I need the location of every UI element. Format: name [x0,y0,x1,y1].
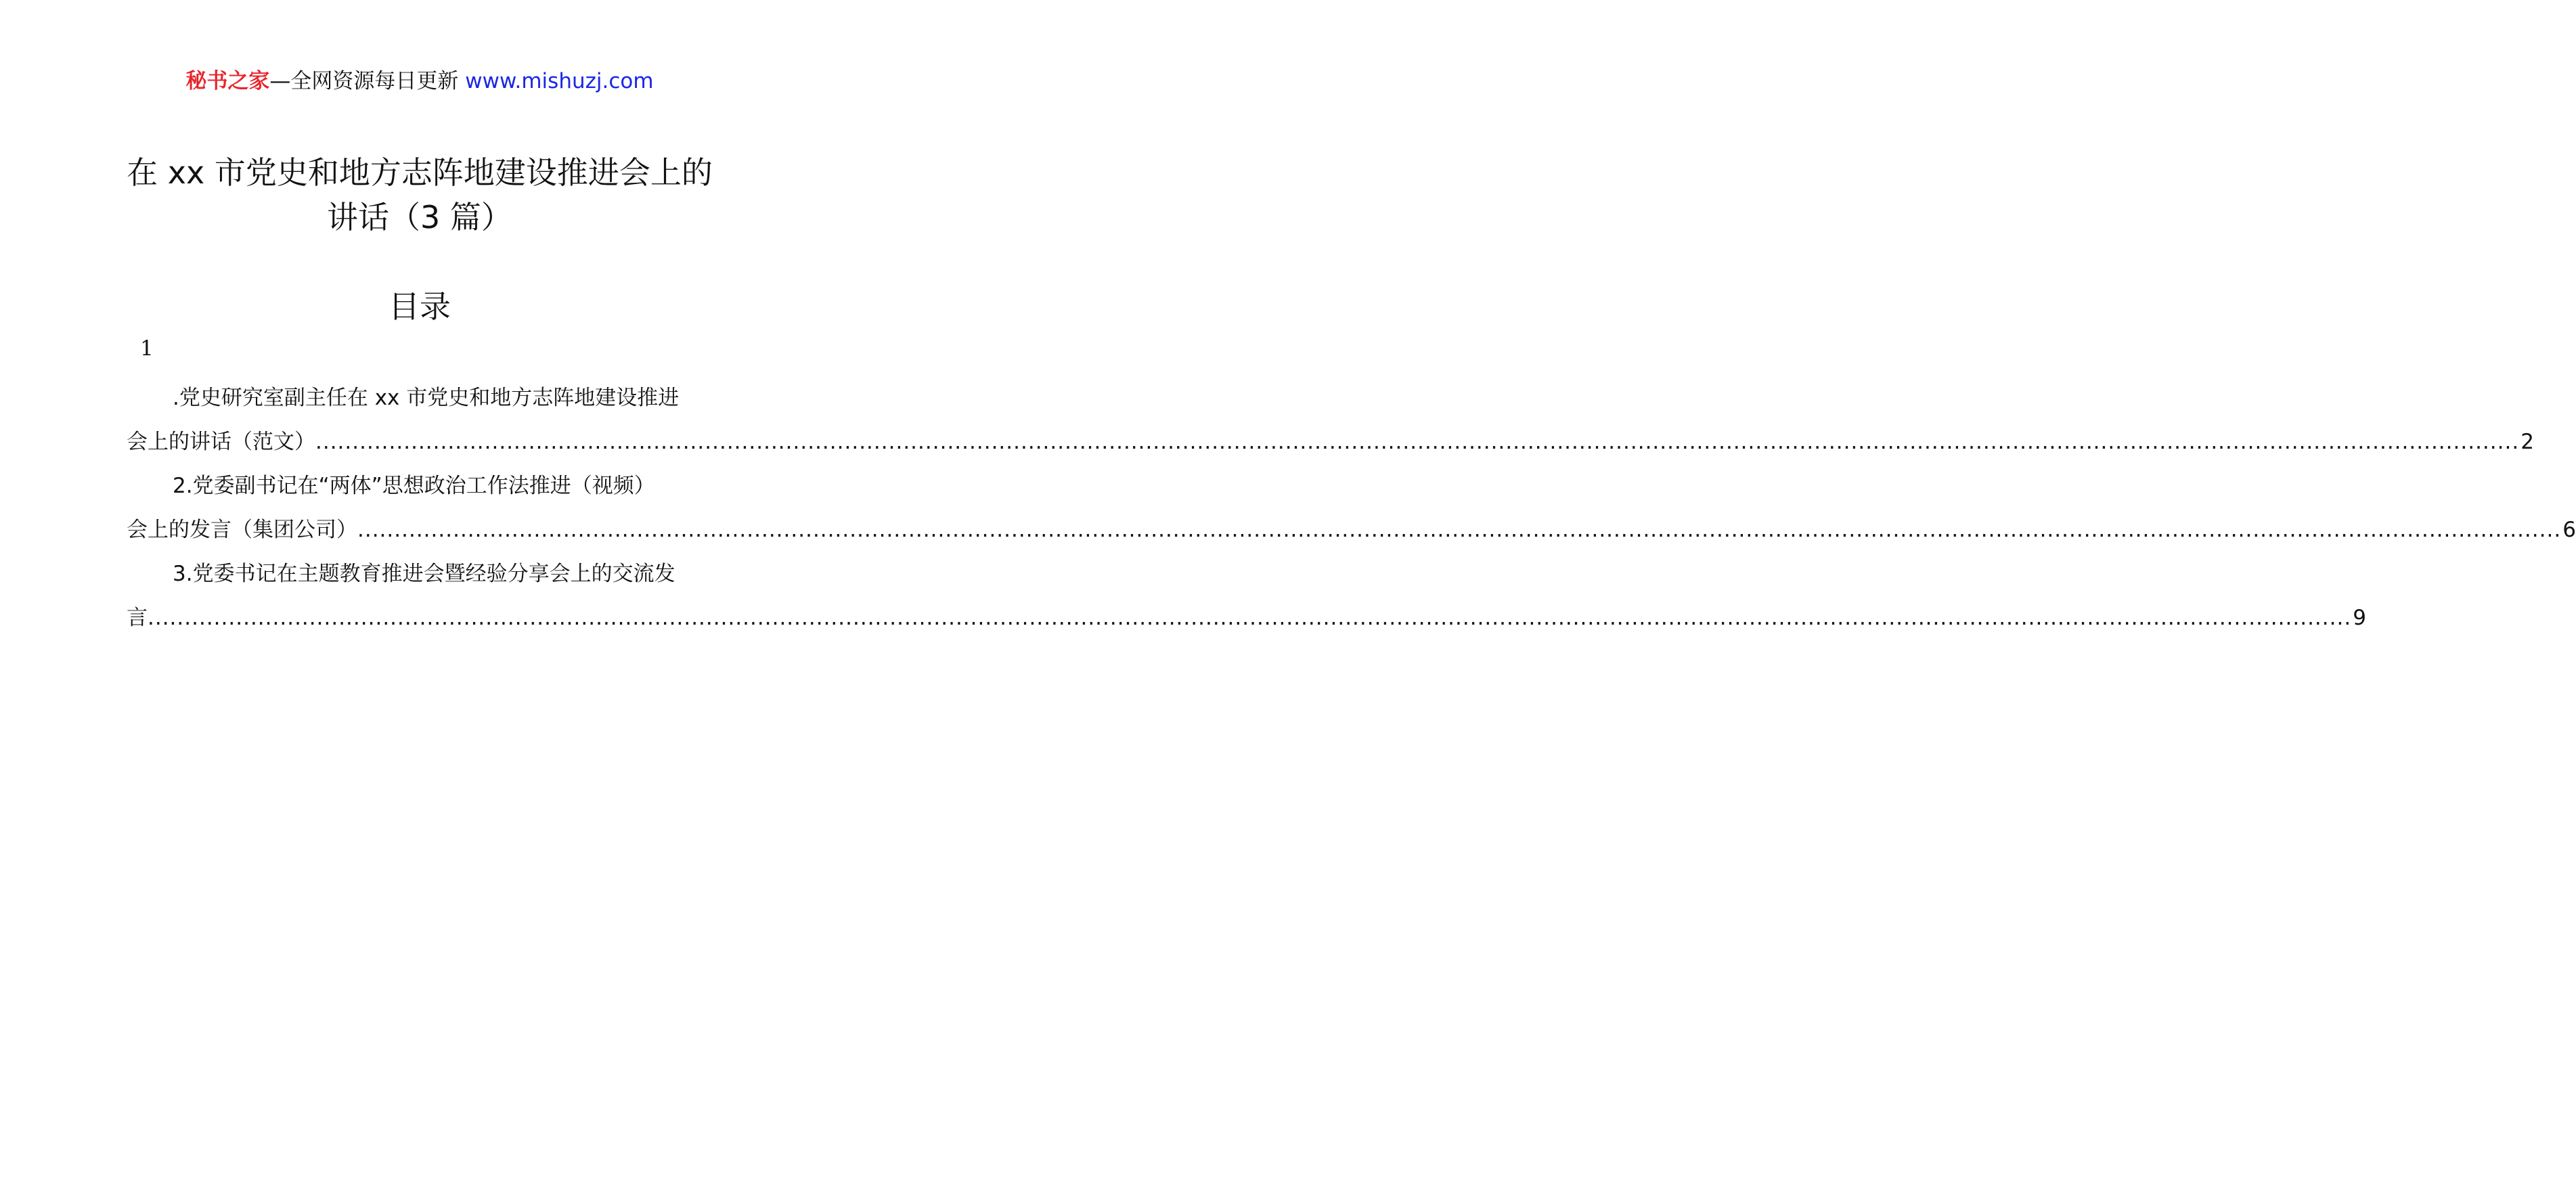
toc-entry-3[interactable] [127,552,2366,640]
dot-leader: ............................................................................................................................................................................................................................................................................................................ [148,606,2352,630]
title-line-2: 讲话（3 篇） [327,199,512,236]
toc-stray-number: 1 [140,336,154,361]
toc-entry-text: 3.党委书记在主题教育推进会暨经验分享会上的交流发 [173,562,675,586]
toc-entry-text: 言 [127,606,148,630]
toc-entry-text: .党史研究室副主任在 xx 市党史和地方志阵地建设推进 [173,386,680,410]
title-line-1: 在 xx 市党史和地方志阵地建设推进会上的 [127,154,713,191]
toc-page-number: 6 [2562,518,2576,542]
dot-leader: ............................................................................................................................................................................................................................................................................................................ [315,430,2520,454]
toc-page-number: 2 [2521,430,2534,454]
tagline: —全网资源每日更新 [269,69,459,93]
toc-entry-text: 会上的发言（集团公司） [127,518,357,542]
toc-entry-text: 2.党委副书记在“两体”思想政治工作法推进（视频） [173,474,655,498]
toc-page-number: 9 [2353,606,2366,630]
brand-name: 秘书之家 [185,69,270,93]
toc-entry-2[interactable] [127,464,2576,552]
document-title [102,150,738,240]
toc-heading: 目录 [388,288,451,325]
site-url-link[interactable]: www.mishuzj.com [465,69,654,93]
toc-entry-text: 会上的讲话（范文） [127,430,315,454]
table-of-contents [127,376,2576,640]
dot-leader: ............................................................................................................................................................................................................................................................................................................ [357,518,2562,542]
site-header [0,66,839,96]
toc-entry-1[interactable] [127,376,2534,464]
